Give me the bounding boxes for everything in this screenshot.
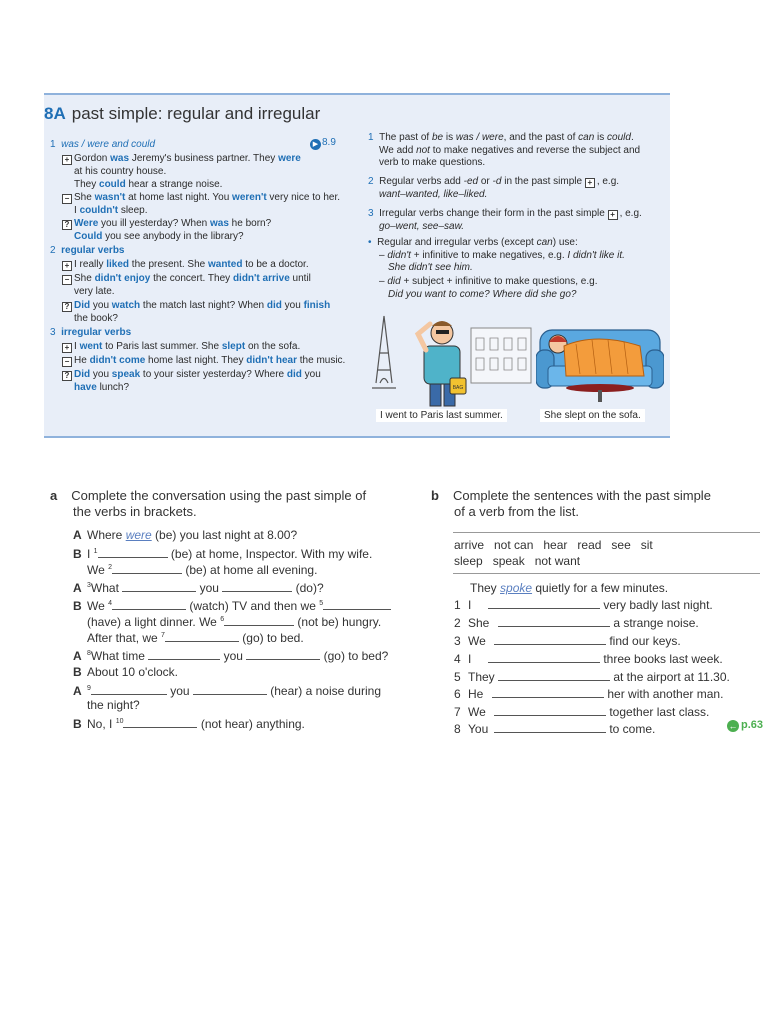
word-list-top-rule: [453, 532, 760, 533]
minus-icon: −: [62, 194, 72, 204]
word-list-bottom-rule: [453, 573, 760, 574]
heading-text: regular verbs: [61, 245, 125, 256]
caption-paris: I went to Paris last summer.: [376, 409, 507, 422]
plus-icon: +: [608, 210, 618, 220]
answer-blank[interactable]: [488, 597, 600, 609]
answer-blank[interactable]: [112, 598, 186, 610]
answer-blank[interactable]: [91, 683, 167, 695]
heading-text: was / were and could: [61, 139, 156, 150]
exercise-b-instruction-line2: of a verb from the list.: [454, 504, 579, 519]
page-reference-link[interactable]: [727, 719, 763, 732]
dialogue-line: A Where were (be) you last night at 8.00?: [73, 528, 298, 542]
answer-blank[interactable]: [323, 598, 391, 610]
rule-1: 1 The past of be is was / were, and the past of can is could.: [368, 132, 634, 143]
answer-blank[interactable]: [498, 615, 610, 627]
answer-blank[interactable]: [193, 683, 267, 695]
example-line: ? Were you ill yesterday? When was he born?: [62, 217, 271, 231]
sentence-item: 5 They at the airport at 11.30.: [454, 670, 730, 684]
question-icon: ?: [62, 302, 72, 312]
question-icon: ?: [62, 220, 72, 230]
grammar-title: [44, 104, 320, 124]
bag-label: BAG: [452, 385, 464, 391]
panel-bottom-rule: [44, 436, 670, 438]
exercise-a-instruction: a Complete the conversation using the past simple of: [50, 488, 367, 503]
answer-blank[interactable]: [98, 546, 168, 558]
example-line: ? Did you speak to your sister yesterday? Where did you: [62, 368, 321, 382]
sofa-illustration: [536, 316, 664, 406]
example-answer: were: [125, 528, 152, 542]
plus-icon: +: [62, 343, 72, 353]
example-line: Could you see anybody in the library?: [74, 231, 244, 242]
example-sentence: They spoke quietly for a few minutes.: [470, 581, 669, 595]
heading-text: irregular verbs: [61, 327, 132, 338]
section-3-heading: 3 irregular verbs: [50, 327, 132, 338]
audio-label: 8.9: [322, 137, 336, 148]
section-1-heading: 1 was / were and could: [50, 139, 156, 150]
question-icon: ?: [62, 371, 72, 381]
section-2-heading: 2 regular verbs: [50, 245, 125, 256]
example-line: ? Did you watch the match last night? When did you finish: [62, 299, 330, 313]
example-line: + I went to Paris last summer. She slept on the sofa.: [62, 340, 300, 354]
answer-blank[interactable]: [224, 614, 294, 626]
answer-blank[interactable]: [492, 686, 604, 698]
rule-1-line: We add not to make negatives and reverse the subject and: [379, 145, 641, 156]
example-line: − She wasn't at home last night. You weren't very nice to her.: [62, 191, 340, 205]
dialogue-line: A $^3$What you (do)?: [73, 581, 324, 595]
rule-2: 2 Regular verbs add -ed or -d in the past simple + , e.g.: [368, 176, 620, 187]
example-line: + I really liked the present. She wanted to be a doctor.: [62, 258, 309, 272]
rule-1-line: verb to make questions.: [379, 157, 486, 168]
example-line: I couldn't sleep.: [74, 205, 148, 216]
arrow-left-icon[interactable]: ←: [728, 721, 738, 731]
example-line: at his country house.: [74, 166, 167, 177]
plus-icon: +: [62, 261, 72, 271]
answer-blank[interactable]: [222, 580, 292, 592]
panel-top-rule: [44, 93, 670, 95]
answer-blank[interactable]: [494, 704, 606, 716]
sentence-item: 6 He her with another man.: [454, 687, 724, 701]
dialogue-line: A $^9$ you (hear) a noise during: [73, 684, 381, 698]
speaker-icon[interactable]: ▶: [310, 139, 321, 150]
caption-sofa: She slept on the sofa.: [540, 409, 645, 422]
plus-icon: +: [585, 178, 595, 188]
plus-icon: +: [62, 155, 72, 165]
page-reference-label: p.63: [741, 719, 764, 731]
example-line: They could hear a strange noise.: [74, 179, 223, 190]
audio-track[interactable]: [310, 137, 336, 150]
example-line: + Gordon was Jeremy's business partner. They were: [62, 152, 301, 166]
example-line: − She didn't enjoy the concert. They didn't arrive until: [62, 272, 311, 286]
answer-blank[interactable]: [165, 630, 239, 642]
unit-code: 8A: [44, 104, 66, 123]
example-line: the book?: [74, 313, 118, 324]
answer-blank[interactable]: [494, 721, 606, 733]
example-line: − He didn't come home last night. They didn't hear the music.: [62, 354, 345, 368]
rule-3-line: go–went, see–saw.: [379, 221, 465, 232]
dialogue-line: B I $^1$ (be) at home, Inspector. With my wife.: [73, 547, 373, 561]
sentence-item: 2 She a strange noise.: [454, 616, 699, 630]
answer-blank[interactable]: [112, 562, 182, 574]
minus-icon: −: [62, 275, 72, 285]
word-list-line: sleep speak not want: [454, 554, 581, 568]
rule-4-line: Did you want to come? Where did she go?: [388, 289, 577, 300]
dialogue-line: B About 10 o'clock.: [73, 665, 179, 679]
sentence-item: 4 I three books last week.: [454, 652, 723, 666]
dialogue-line: A $^8$What time you (go) to bed?: [73, 649, 389, 663]
rule-4: • Regular and irregular verbs (except can) use:: [368, 237, 578, 248]
rule-4-line: – didn't + infinitive to make negatives, e.g. I didn't like it.: [379, 250, 625, 261]
sentence-item: 8 You to come.: [454, 722, 656, 736]
answer-blank[interactable]: [122, 580, 196, 592]
exercise-letter: a: [50, 488, 58, 503]
example-line: very late.: [74, 286, 115, 297]
dialogue-line: B We $^4$ (watch) TV and then we $^5$: [73, 596, 391, 614]
rule-4-line: She didn't see him.: [388, 262, 473, 273]
dialogue-line: the night?: [87, 698, 140, 712]
sentence-item: 3 We find our keys.: [454, 634, 681, 648]
sentence-item: 1 I very badly last night.: [454, 598, 713, 612]
example-line: have lunch?: [74, 382, 130, 393]
minus-icon: −: [62, 357, 72, 367]
answer-blank[interactable]: [488, 651, 600, 663]
dialogue-line: After that, we $^7$ (go) to bed.: [87, 631, 304, 645]
dialogue-line: B No, I $^{10}$ (not hear) anything.: [73, 717, 305, 731]
title-text: past simple: regular and irregular: [71, 104, 321, 123]
answer-blank[interactable]: [123, 716, 197, 728]
exercise-letter: b: [431, 488, 439, 503]
paris-illustration: [366, 308, 536, 408]
dialogue-line: (have) a light dinner. We $^6$ (not be) hungry.: [87, 615, 382, 629]
answer-blank[interactable]: [246, 648, 320, 660]
answer-blank[interactable]: [148, 648, 220, 660]
sentence-item: 7 We together last class.: [454, 705, 710, 719]
rule-4-line: – did + subject + infinitive to make questions, e.g.: [379, 276, 598, 287]
dialogue-line: We $^2$ (be) at home all evening.: [87, 563, 318, 577]
answer-blank[interactable]: [494, 633, 606, 645]
exercise-b-instruction: b Complete the sentences with the past simple: [431, 488, 711, 503]
answer-blank[interactable]: [498, 669, 610, 681]
rule-2-line: want–wanted, like–liked.: [379, 189, 488, 200]
exercise-a-instruction-line2: the verbs in brackets.: [73, 504, 197, 519]
word-list-line: arrive not can hear read see sit: [454, 538, 653, 552]
example-answer: spoke: [500, 581, 533, 595]
rule-3: 3 Irregular verbs change their form in the past simple + , e.g.: [368, 208, 642, 219]
